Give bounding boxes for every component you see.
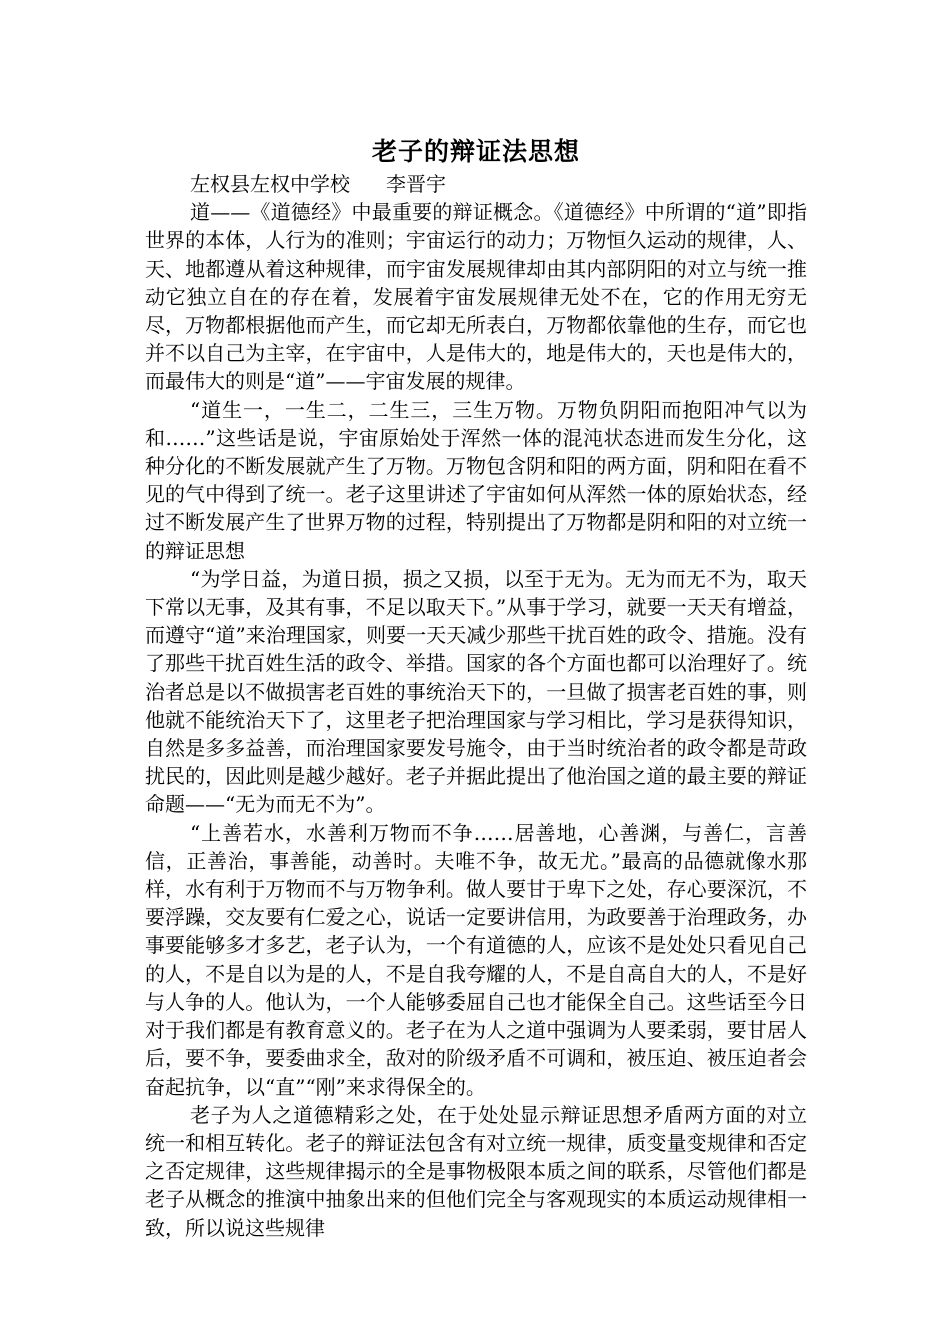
byline <box>145 170 807 198</box>
document-title: 老子的辩证法思想 <box>371 137 580 166</box>
paragraph-5: 老子为人之道德精彩之处，在于处处显示辩证思想矛盾两方面的对立统一和相互转化。老子的辩证法包含有对立统一规律，质变量变规律和否定之否定规律，这些规律揭示的全是事物极限本质之间的联系，尽管他们都是老子从概念的推演中抽象出来的但他们完全与客观现实的本质运动规律相一致，所以说这些规律 <box>145 1102 807 1240</box>
document-page <box>145 134 807 1242</box>
byline-school: 左权县左权中学校 <box>190 172 350 196</box>
byline-author: 李晋宇 <box>386 172 446 196</box>
paragraph-2: “道生一，一生二，二生三，三生万物。万物负阴阳而抱阳冲气以为和……”这些话是说，宇宙原始处于浑然一体的混沌状态进而发生分化，这种分化的不断发展就产生了万物。万物包含阴和阳的两方面，阴和阳在看不见的气中得到了统一。老子这里讲述了宇宙如何从浑然一体的原始状态，经过不断发展产生了世界万物的过程，特别提出了万物都是阴和阳的对立统一的辩证思想 <box>145 397 807 563</box>
paragraph-4: “上善若水，水善利万物而不争……居善地，心善渊，与善仁，言善信，正善治，事善能，动善时。夫唯不争，故无尤。”最高的品德就像水那样，水有利于万物而不与万物争利。做人要甘于卑下之处，存心要深沉，不要浮躁，交友要有仁爱之心，说话一定要讲信用，为政要善于治理政务，办事要能够多才多艺，老子认为，一个有道德的人，应该不是处处只看见自己的人，不是自以为是的人，不是自我夸耀的人，不是自高自大的人，不是好与人争的人。他认为，一个人能够委屈自己也才能保全自己。这些话至今日对于我们都是有教育意义的。老子在为人之道中强调为人要柔弱，要甘居人后，要不争，要委曲求全，敌对的阶级矛盾不可调和，被压迫、被压迫者会奋起抗争，以“直”“刚”来求得保全的。 <box>145 820 807 1099</box>
paragraph-1: 道——《道德经》中最重要的辩证概念。《道德经》中所谓的“道”即指世界的本体，人行为的准则；宇宙运行的动力；万物恒久运动的规律，人、天、地都遵从着这种规律，而宇宙发展规律却由其内部阴阳的对立与统一推动它独立自在的存在着，发展着宇宙发展规律无处不在，它的作用无穷无尽，万物都根据他而产生，而它却无所表白，万物都依靠他的生存，而它也并不以自己为主宰，在宇宙中，人是伟大的，地是伟大的，天也是伟大的，而最伟大的则是“道”——宇宙发展的规律。 <box>145 200 807 394</box>
paragraph-3: “为学日益，为道日损，损之又损，以至于无为。无为而无不为，取天下常以无事，及其有事，不足以取天下。”从事于学习，就要一天天有增益，而遵守“道”来治理国家，则要一天天减少那些干扰百姓的政令、措施。没有了那些干扰百姓生活的政令、举措。国家的各个方面也都可以治理好了。统治者总是以不做损害老百姓的事统治天下的，一旦做了损害老百姓的事，则他就不能统治天下了，这里老子把治理国家与学习相比，学习是获得知识，自然是多多益善，而治理国家要发号施令，由于当时统治者的政令都是苛政扰民的，因此则是越少越好。老子并据此提出了他治国之道的最主要的辩证命题——“无为而无不为”。 <box>145 566 807 817</box>
